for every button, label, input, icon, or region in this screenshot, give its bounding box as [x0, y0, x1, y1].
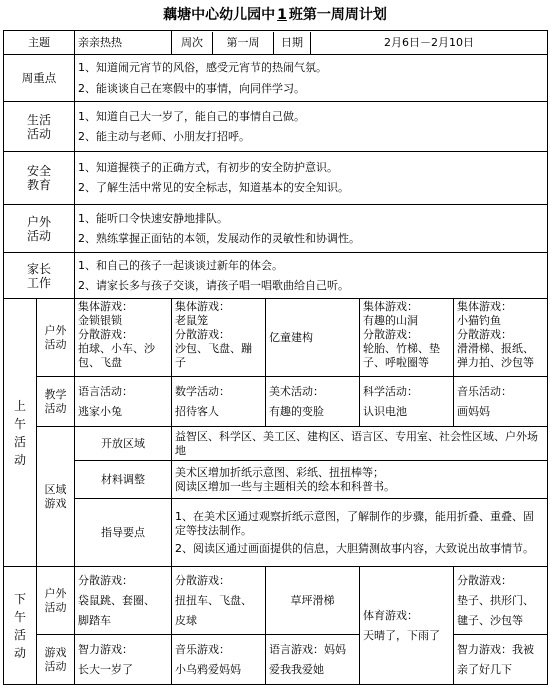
cell-line: 老鼠笼 [175, 314, 208, 327]
guide-label: 指导要点 [75, 499, 172, 567]
cell-line: 包、飞盘 [78, 356, 122, 369]
page-title [0, 0, 550, 30]
cell-line: 智力游戏： [78, 642, 133, 656]
open-area-value: 益智区、科学区、美工区、建构区、语言区、专用室、社会性区域、户外场地 [172, 427, 548, 461]
open-area-label: 开放区域 [75, 427, 172, 461]
outdoor-label-1: 户外 [26, 214, 51, 229]
cell-line: 分散游戏： [175, 573, 230, 587]
material-item: 阅读区增加一些与主题相关的绘本和科普书。 [175, 479, 395, 493]
cell-line: 分散游戏： [457, 328, 512, 341]
cell-line: 集体游戏： [78, 300, 133, 313]
safety-content [75, 152, 548, 205]
cell-line: 分散游戏： [363, 328, 418, 341]
guide-item: 2、阅读区通过画面提供的信息，大胆猜测故事内容，大致说出故事情节。 [175, 541, 534, 555]
cell-line: 认识电池 [363, 404, 407, 418]
morning-teaching-label [37, 377, 75, 427]
life-label-1: 生活 [26, 112, 51, 127]
safety-label-1: 安全 [26, 164, 51, 178]
cell-line: 集体游戏： [175, 300, 230, 313]
afternoon-outdoor-day-4 [360, 567, 454, 685]
theme-value [75, 31, 172, 55]
morning-outdoor-row [4, 299, 548, 377]
safety-label-2: 教育 [26, 178, 51, 192]
cell-line: 分散游戏： [78, 573, 133, 587]
cell-line: 招待客人 [175, 404, 219, 418]
weekly-focus-content [75, 55, 548, 102]
afternoon-game-row [4, 635, 548, 685]
life-item: 2、能主动与老师、小朋友打招呼。 [78, 129, 250, 143]
afternoon-outdoor-day-3 [266, 567, 360, 635]
morning-teaching-day-4 [360, 377, 454, 427]
cell-line: 小乌鸦爱妈妈 [175, 662, 241, 676]
afternoon-outdoor-day-5 [454, 567, 548, 635]
material-label: 材料调整 [75, 461, 172, 499]
morning-outdoor-label [37, 299, 75, 377]
date-label: 日期 [274, 32, 311, 54]
afternoon-outdoor-day-2 [172, 567, 266, 635]
game-label-2: 活动 [44, 659, 67, 673]
area-label-1: 区域 [44, 482, 67, 496]
week-value: 第一周 [213, 32, 274, 54]
cell-line: 集体游戏： [457, 300, 512, 313]
cell-line: 语言活动： [78, 384, 133, 398]
outdoor-row [4, 205, 548, 253]
safety-item: 1、知道握筷子的正确方式，有初步的安全防护意识。 [78, 161, 338, 174]
cell-line: 皮球 [175, 613, 197, 627]
cell-line: 数学活动： [175, 384, 230, 398]
cell-line: 亲了好几下 [457, 662, 512, 676]
cell-line: 爱我我爱她 [269, 662, 324, 676]
cell-line: 分散游戏： [457, 573, 512, 587]
area-label-2: 游戏 [44, 496, 67, 510]
title-prefix: 藕塘中心幼儿园中 [163, 7, 276, 23]
life-content [75, 102, 548, 152]
morning-label-char: 动 [13, 452, 26, 467]
area-open-row [4, 427, 548, 461]
cell-line: 逃家小兔 [78, 404, 122, 418]
cell-line: 有趣的山洞 [363, 314, 418, 327]
family-row [4, 253, 548, 299]
week-label: 周次 [172, 32, 213, 54]
cell-line: 滑滑梯、报纸、 [457, 342, 534, 355]
date-value: 2月6日－2月10日 [384, 35, 474, 49]
cell-line: 草坪滑梯 [290, 593, 335, 607]
cell-line: 分散游戏： [175, 328, 230, 341]
morning-teaching-row [4, 377, 548, 427]
area-guide-row [4, 499, 548, 567]
life-item: 1、知道自己大一岁了，能自己的事情自己做。 [78, 109, 305, 123]
morning-teaching-day-1 [75, 377, 172, 427]
guide-content [172, 499, 548, 567]
outdoor-label [4, 205, 75, 253]
safety-row [4, 152, 548, 205]
cell-line: 亿童建构 [269, 330, 313, 344]
cell-line: 分散游戏： [78, 328, 133, 341]
area-material-row [4, 461, 548, 499]
afternoon-label [4, 567, 37, 685]
theme-value-text: 亲亲热热 [78, 35, 122, 49]
cell-line: 集体游戏： [363, 300, 418, 313]
cell-line: 画妈妈 [457, 404, 490, 418]
theme-label: 主题 [4, 31, 75, 55]
family-label-1: 家长 [26, 261, 51, 276]
cell-line: 轮胎、竹梯、垫 [363, 342, 440, 355]
morning-label-char: 上 [13, 398, 26, 413]
outdoor-item: 1、能听口令快速安静地排队。 [78, 211, 228, 225]
weekly-focus-item: 2、能谈谈自己在寒假中的事情，向同伴学习。 [78, 82, 305, 95]
morning-outdoor-label-2: 活动 [44, 337, 67, 351]
area-label [37, 427, 75, 567]
morning-outdoor-label-1: 户外 [44, 323, 67, 337]
morning-outdoor-day-2 [172, 299, 266, 377]
material-item: 美术区增加折纸示意图、彩纸、扭扭棒等； [175, 465, 384, 479]
family-item: 2、请家长多与孩子交谈，请孩子唱一唱歌曲给自己听。 [78, 278, 349, 292]
morning-teaching-day-2 [172, 377, 266, 427]
cell-line: 音乐游戏： [175, 642, 230, 656]
safety-item: 2、了解生活中常见的安全标志，知道基本的安全知识。 [78, 181, 349, 194]
afternoon-label-char: 活 [13, 627, 26, 642]
safety-label [4, 152, 75, 205]
cell-line: 子 [175, 356, 186, 369]
class-number: 1 [277, 7, 287, 23]
morning-label-char: 活 [13, 434, 26, 449]
header-row [4, 31, 548, 55]
cell-line: 体育游戏： [363, 608, 418, 622]
afternoon-label-char: 午 [13, 609, 26, 624]
cell-line: 科学活动： [363, 384, 418, 398]
life-label [4, 102, 75, 152]
cell-line: 小猫钓鱼 [457, 314, 501, 327]
weekly-plan-table [3, 30, 548, 685]
morning-outdoor-day-1 [75, 299, 172, 377]
cell-line: 脚踏车 [78, 613, 111, 627]
family-label-2: 工作 [26, 275, 51, 290]
weekly-focus-row [4, 55, 548, 102]
morning-outdoor-day-3 [266, 299, 360, 377]
guide-item: 1、在美术区通过观察折纸示意图，了解制作的步骤，能用折叠、重叠、固定等技法制作。 [175, 509, 534, 537]
morning-outdoor-day-4 [360, 299, 454, 377]
cell-line: 金锁银锁 [78, 314, 122, 327]
weekly-focus-label: 周重点 [4, 55, 75, 102]
cell-line: 智力游戏：我被 [457, 642, 534, 656]
cell-line: 美术活动： [269, 384, 324, 398]
family-label [4, 253, 75, 299]
afternoon-outdoor-label-1: 户外 [44, 586, 67, 600]
cell-line: 扭扭车、飞盘、 [175, 593, 252, 607]
material-content [172, 461, 548, 499]
morning-teaching-day-5 [454, 377, 548, 427]
afternoon-outdoor-day-1 [75, 567, 172, 635]
morning-outdoor-day-5 [454, 299, 548, 377]
title-suffix: 班第一周周计划 [288, 7, 387, 23]
outdoor-item: 2、熟练掌握正面钻的本领，发展动作的灵敏性和协调性。 [78, 231, 360, 245]
outdoor-content [75, 205, 548, 253]
family-content [75, 253, 548, 299]
cell-line: 沙包、飞盘、蹦 [175, 342, 252, 355]
afternoon-label-char: 动 [13, 645, 26, 660]
cell-line: 子、呼啦圈等 [363, 356, 429, 369]
afternoon-outdoor-label [37, 567, 75, 635]
family-item: 1、和自己的孩子一起谈谈过新年的体会。 [78, 258, 283, 272]
afternoon-game-label [37, 635, 75, 685]
afternoon-outdoor-label-2: 活动 [44, 600, 67, 614]
cell-line: 有趣的变脸 [269, 404, 324, 418]
cell-line: 拍球、小车、沙 [78, 342, 155, 355]
afternoon-label-char: 下 [13, 591, 26, 606]
cell-line: 弹力拍、沙包等 [457, 356, 534, 369]
afternoon-game-day-1 [75, 635, 172, 685]
game-label-1: 游戏 [44, 645, 67, 659]
life-label-2: 活动 [26, 126, 51, 141]
cell-line: 音乐活动： [457, 384, 512, 398]
cell-line: 天晴了，下雨了 [363, 628, 440, 642]
afternoon-game-day-2 [172, 635, 266, 685]
afternoon-game-day-3 [266, 635, 360, 685]
morning-teaching-day-3 [266, 377, 360, 427]
cell-line: 袋鼠跳、套圈、 [78, 593, 155, 607]
teaching-label-2: 活动 [44, 401, 67, 415]
life-row [4, 102, 548, 152]
morning-label-char: 午 [13, 416, 26, 431]
outdoor-label-2: 活动 [26, 228, 51, 243]
cell-line: 长大一岁了 [78, 662, 133, 676]
week-date-cell [172, 31, 548, 55]
cell-line: 毽子、沙包等 [457, 613, 523, 627]
weekly-focus-item: 1、知道闹元宵节的风俗，感受元宵节的热闹气氛。 [78, 61, 327, 74]
cell-line: 语言游戏：妈妈 [269, 642, 346, 656]
cell-line: 垫子、拱形门、 [457, 593, 534, 607]
teaching-label-1: 教学 [44, 387, 67, 401]
afternoon-outdoor-row [4, 567, 548, 635]
morning-label [4, 299, 37, 567]
afternoon-game-day-5 [454, 635, 548, 685]
